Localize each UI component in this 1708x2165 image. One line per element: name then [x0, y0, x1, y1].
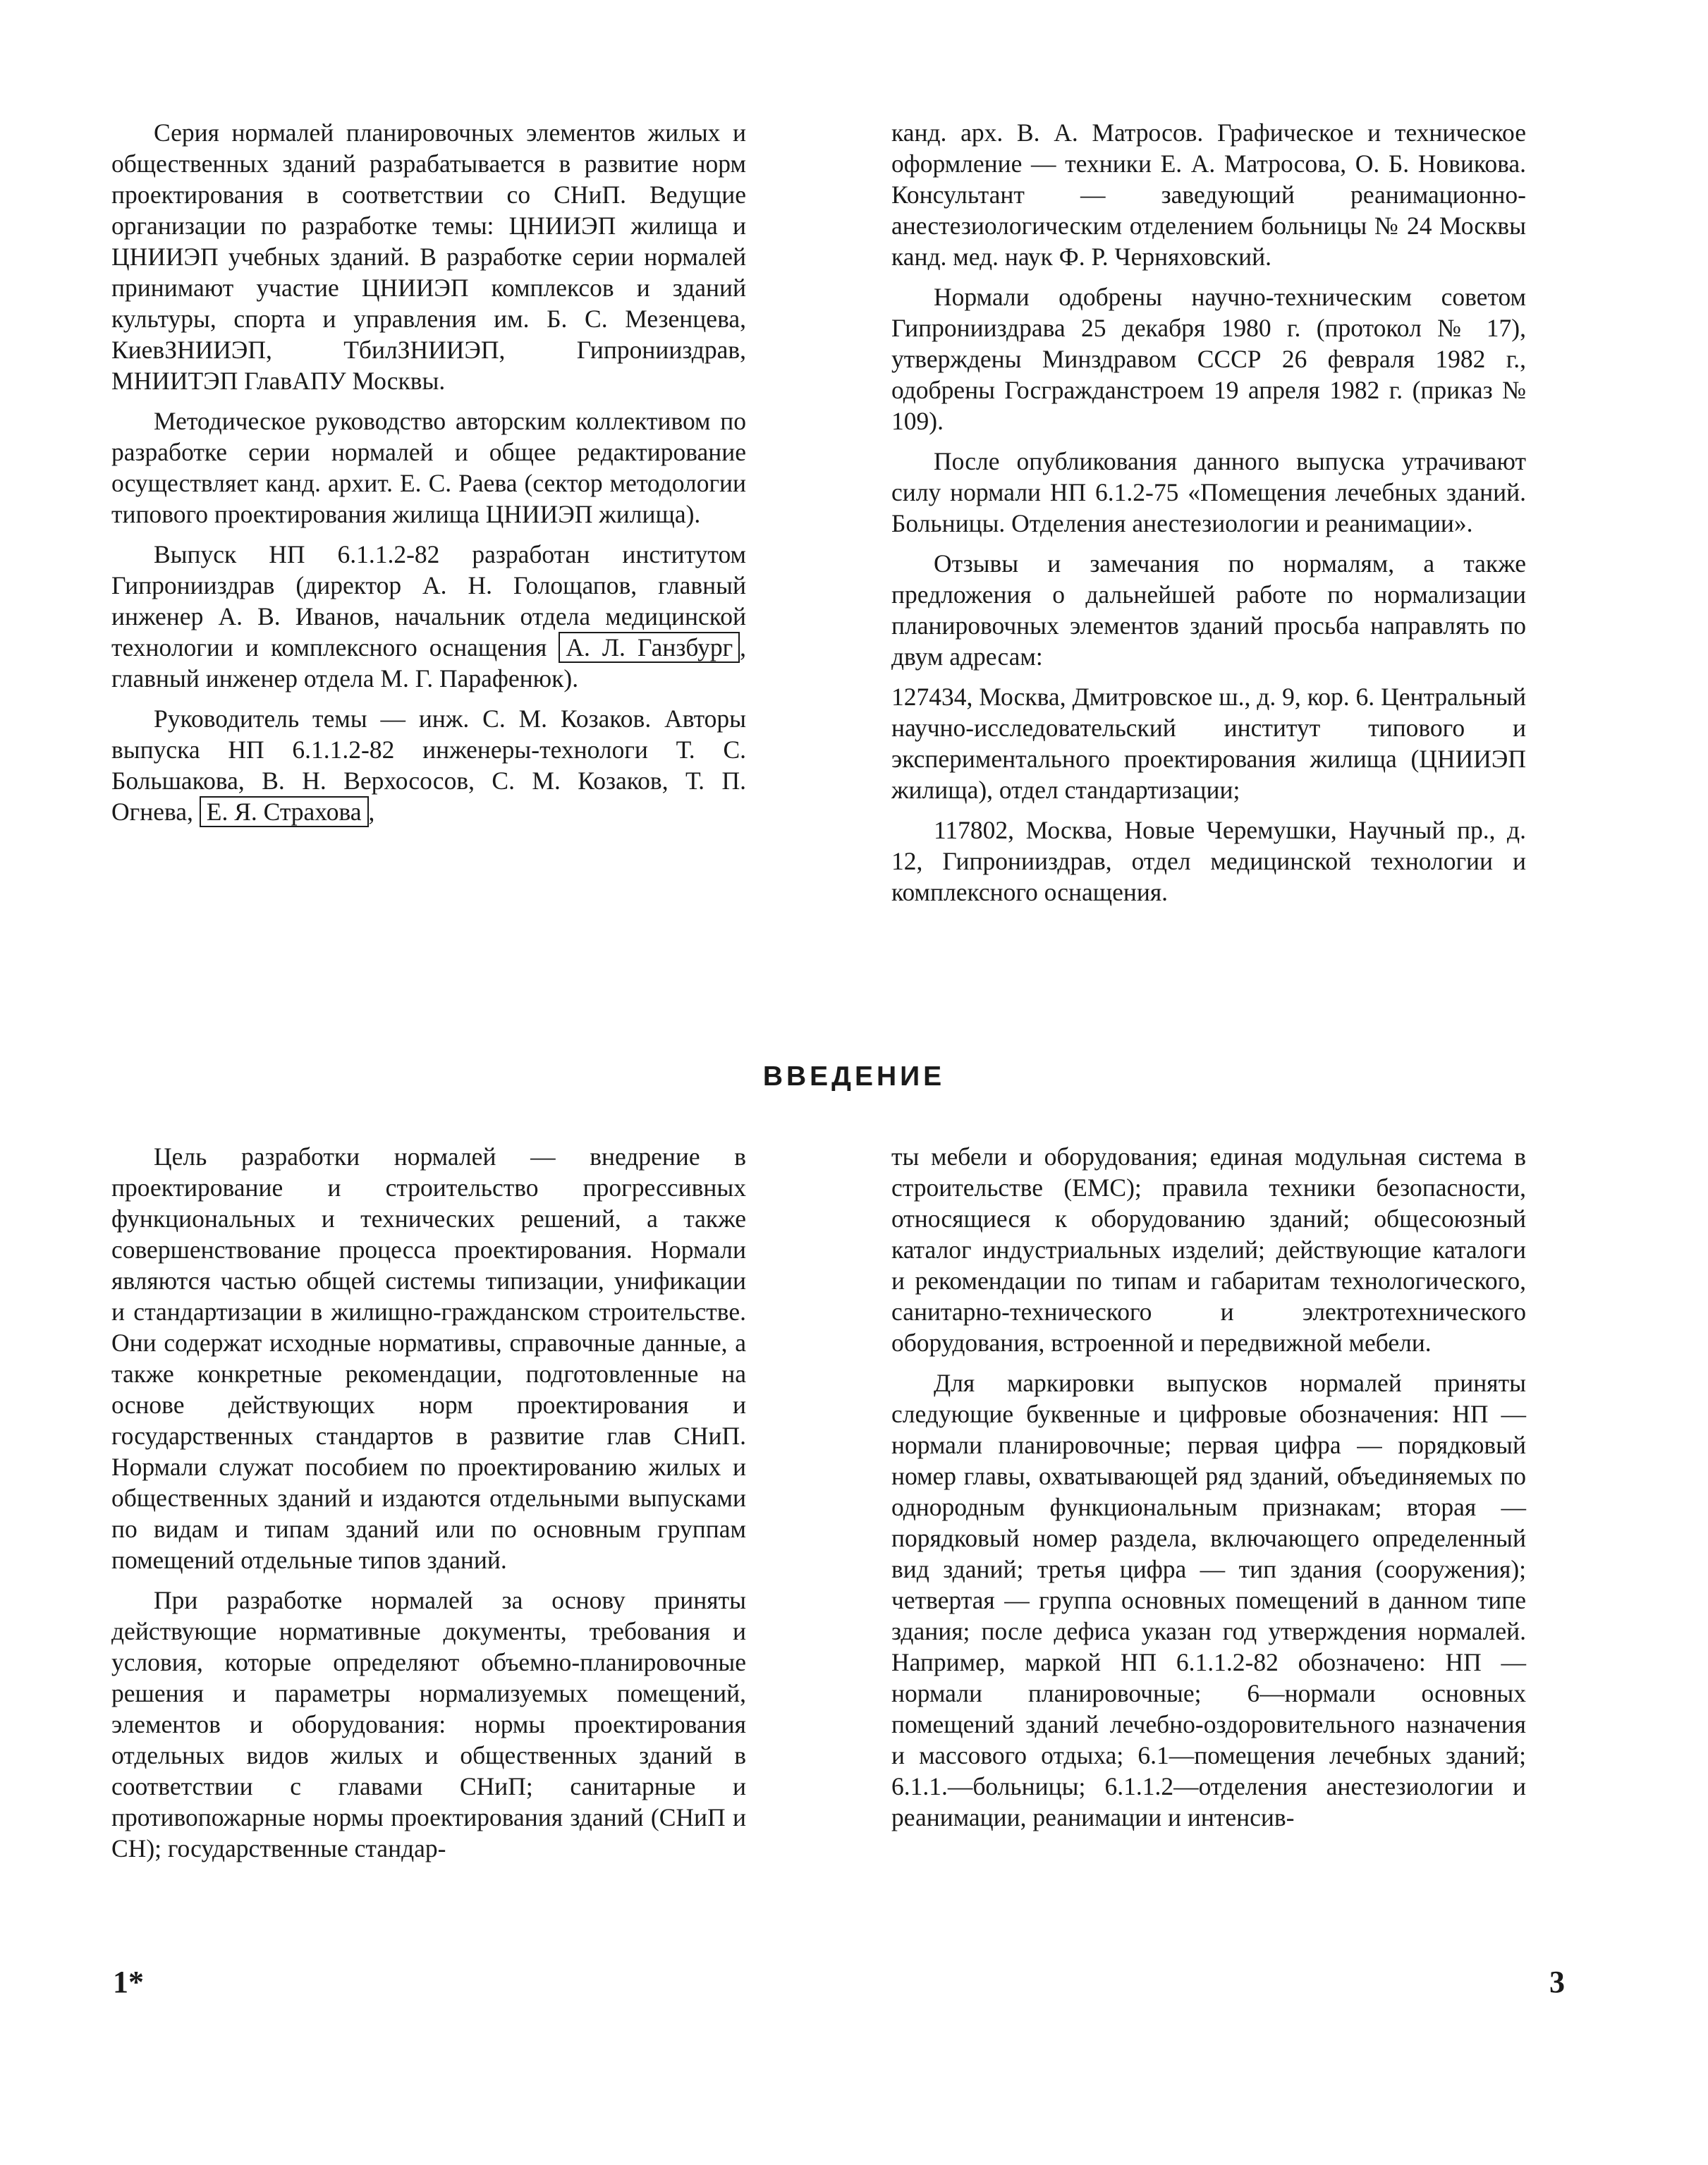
- intro-paragraph: Методическое руководство авторским коллективом по разработке серии нормалей и общее редактирование осуществляет канд. архит. Е. С. Раева (сектор методологии типового проектирования жилища ЦНИИЭП жилища).: [111, 407, 746, 528]
- signature-mark: 1*: [113, 1965, 144, 1999]
- page-number: 3: [1549, 1965, 1565, 1999]
- text-run: , главный инженер отдела М. Г. Парафенюк).: [111, 633, 747, 693]
- section-paragraph: Цель разработки нормалей — внедрение в проектирование и строительство прогрессивных функциональных и технических решений, а также совершенствование процесса проектирования. Нормали являются частью общей системы типизации, унификации и стандартизации в жилищно-гражданском строительстве. Они содержат исходные нормативы, справочные данные, а также конкретные рекомендации, подготовленные на основе действующих норм проектирования и государственных стандартов в развитие глав СНиП. Нормали служат пособием по проектированию жилых и общественных зданий и издаются отдельными выпусками по видам и типам зданий или по основным группам помещений отдельные типов зданий.: [111, 1142, 746, 1574]
- text-run: Выпуск НП 6.1.1.2-82 разработан институтом Гипронииздрав (директор А. Н. Голощапов, главный инженер А. В. Иванов, начальник отдела медицинской технологии и комплексного оснащения: [111, 540, 746, 661]
- intro-paragraph: канд. арх. В. А. Матросов. Графическое и техническое оформление — техники Е. А. Матросова, О. Б. Новикова. Консультант — заведующий реанимационно-анестезиологическим отделением больницы № 24 Москвы канд. мед. наук Ф. Р. Черняховский.: [891, 118, 1526, 271]
- intro-paragraph: После опубликования данного выпуска утрачивают силу нормали НП 6.1.2-75 «Помещения лечебных зданий. Больницы. Отделения анестезиологии и реанимации».: [891, 447, 1526, 537]
- framed-name: А. Л. Ганзбург: [559, 632, 740, 663]
- intro-paragraph: Серия нормалей планировочных элементов жилых и общественных зданий разрабатывается в развитие норм проектирования в соответствии со СНиП. Ведущие организации по разработке темы: ЦНИИЭП жилища и ЦНИИЭП учебных зданий. В разработке серии нормалей принимают участие ЦНИИЭП комплексов и зданий культуры, спорта и управления им. Б. С. Мезенцева, КиевЗНИИЭП, ТбилЗНИИЭП, Гипронииздрав, МНИИТЭП ГлавАПУ Москвы.: [111, 118, 746, 395]
- section-paragraph: Для маркировки выпусков нормалей приняты следующие буквенные и цифровые обозначения: НП — нормали планировочные; первая цифра — порядковый номер главы, охватывающей ряд зданий, объединяемых по однородным функциональным признакам; вторая — порядковый номер раздела, включающего определенный вид зданий; третья цифра — тип здания (сооружения); четвертая — группа основных помещений в данном типе здания; после дефиса указан год утверждения нормалей. Например, маркой НП 6.1.1.2-82 обозначено: НП — нормали планировочные; 6—нормали основных помещений зданий лечебно-оздоровительного назначения и массового отдыха; 6.1—помещения лечебных зданий; 6.1.1.—больницы; 6.1.1.2—отделения анестезиологии и реанимации, реанимации и интенсив-: [891, 1369, 1526, 1831]
- section-paragraph: ты мебели и оборудования; единая модульная система в строительстве (ЕМС); правила техники безопасности, относящиеся к оборудованию зданий; общесоюзный каталог индустриальных изделий; действующие каталоги и рекомендации по типам и габаритам технологического, санитарно-технического и электротехнического оборудования, встроенной и передвижной мебели.: [891, 1142, 1526, 1357]
- intro-paragraph: Нормали одобрены научно-техническим советом Гипронииздрава 25 декабря 1980 г. (протокол № 17), утверждены Минздравом СССР 26 февраля 1982 г., одобрены Госгражданстроем 19 апреля 1982 г. (приказ № 109).: [891, 283, 1526, 435]
- intro-paragraph: [111, 539, 746, 694]
- text-run: Руководитель темы — инж. С. М. Козаков. Авторы выпуска НП 6.1.1.2-82 инженеры-технологи Т. С. Большакова, В. Н. Верхососов, С. М. Козаков, Т. П. Огнева,: [111, 705, 746, 826]
- section-left-column: [111, 1141, 746, 1873]
- text-run: ,: [368, 798, 375, 826]
- section-right-column: [891, 1141, 1526, 1842]
- intro-paragraph: [111, 703, 746, 827]
- address-paragraph: 127434, Москва, Дмитровское ш., д. 9, кор. 6. Центральный научно-исследовательский институт типового и экспериментального проектирования жилища (ЦНИИЭП жилища), отдел стандартизации;: [891, 683, 1526, 804]
- intro-paragraph: Отзывы и замечания по нормалям, а также предложения о дальнейшей работе по нормализации планировочных элементов зданий просьба направлять по двум адресам:: [891, 549, 1526, 671]
- section-paragraph: При разработке нормалей за основу приняты действующие нормативные документы, требования и условия, которые определяют объемно-планировочные решения и параметры нормализуемых помещений, элементов и оборудования: нормы проектирования отдельных видов жилых и общественных зданий в соответствии с главами СНиП; санитарные и противопожарные нормы проектирования зданий (СНиП и СН); государственные стандар-: [111, 1586, 746, 1862]
- address-paragraph: 117802, Москва, Новые Черемушки, Научный пр., д. 12, Гипронииздрав, отдел медицинской технологии и комплексного оснащения.: [891, 816, 1526, 906]
- section-heading: ВВЕДЕНИЕ: [762, 1061, 946, 1092]
- intro-right-column: [891, 117, 1526, 917]
- framed-name: Е. Я. Страхова: [200, 796, 369, 827]
- intro-left-column: [111, 117, 746, 836]
